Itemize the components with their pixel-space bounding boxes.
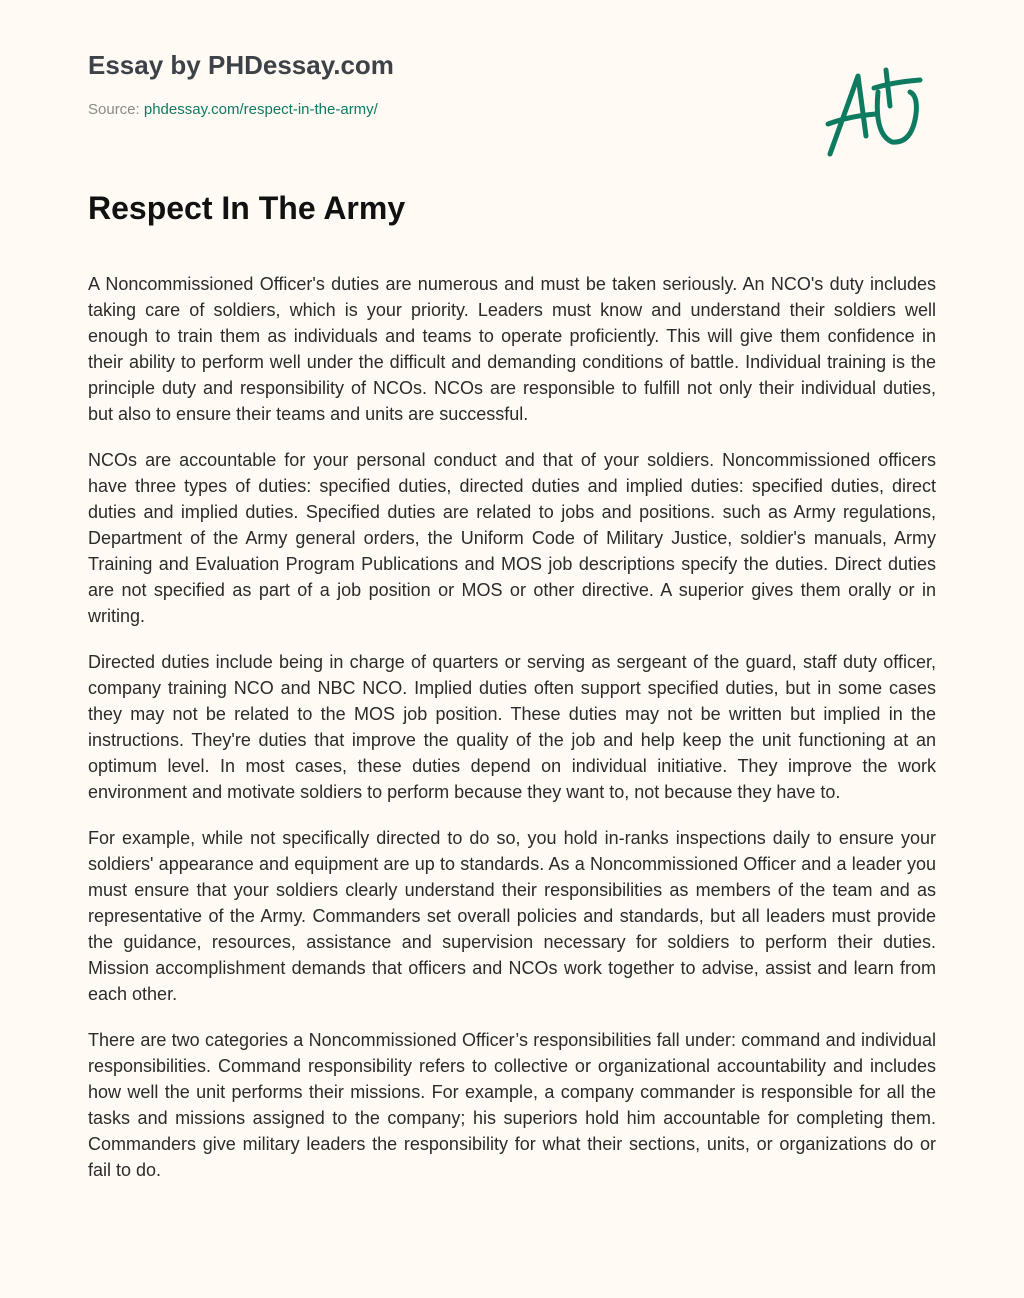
a-plus-logo — [820, 62, 930, 162]
source-line — [88, 101, 378, 118]
paragraph: There are two categories a Noncommissioned Officer’s responsibilities fall under: command and individual responsibilities. Command responsibility refers to collective or organizational accountability and includes how well the unit performs their missions. For example, a company commander is responsible for all the tasks and missions assigned to the company; his superiors hold him accountable for completing them. Commanders give military leaders the responsibility for what their sections, units, or organizations do or fail to do. — [88, 1030, 936, 1180]
paragraph: For example, while not specifically directed to do so, you hold in-ranks inspections daily to ensure your soldiers' appearance and equipment are up to standards. As a Noncommissioned Officer and a leader you must ensure that your soldiers clearly understand their responsibilities as members of the team and as representative of the Army. Commanders set overall policies and standards, but all leaders must provide the guidance, resources, assistance and supervision necessary for soldiers to perform their duties. Mission accomplishment demands that officers and NCOs work together to advise, assist and learn from each other. — [88, 828, 936, 1004]
paragraph: NCOs are accountable for your personal conduct and that of your soldiers. Noncommissioned officers have three types of duties: specified duties, directed duties and implied duties: specified duties, direct duties and implied duties. Specified duties are related to jobs and positions. such as Army regulations, Department of the Army general orders, the Uniform Code of Military Justice, soldier's manuals, Army Training and Evaluation Program Publications and MOS job descriptions specify the duties. Direct duties are not specified as part of a job position or MOS or other directive. A superior gives them orally or in writing. — [88, 450, 936, 626]
paragraph: Directed duties include being in charge of quarters or serving as sergeant of the guard, staff duty officer, company training NCO and NBC NCO. Implied duties often support specified duties, but in some cases they may not be related to the MOS job position. These duties may not be written but implied in the instructions. They're duties that improve the quality of the job and help keep the unit functioning at an optimum level. In most cases, these duties depend on individual initiative. They improve the work environment and motivate soldiers to perform because they want to, not because they have to. — [88, 652, 936, 802]
essay-title: Respect In The Army — [88, 190, 406, 226]
essay-body — [88, 271, 936, 1253]
source-link[interactable]: phdessay.com/respect-in-the-army/ — [143, 101, 378, 118]
site-title: Essay by PHDessay.com — [88, 50, 394, 80]
source-label: Source: — [88, 101, 144, 118]
paragraph: A Noncommissioned Officer's duties are numerous and must be taken seriously. An NCO's duty includes taking care of soldiers, which is your priority. Leaders must know and understand their soldiers well enough to train them as individuals and teams to operate proficiently. This will give them confidence in their ability to perform well under the difficult and demanding conditions of battle. Individual training is the principle duty and responsibility of NCOs. NCOs are responsible to fulfill not only their individual duties, but also to ensure their teams and units are successful. — [88, 274, 936, 424]
